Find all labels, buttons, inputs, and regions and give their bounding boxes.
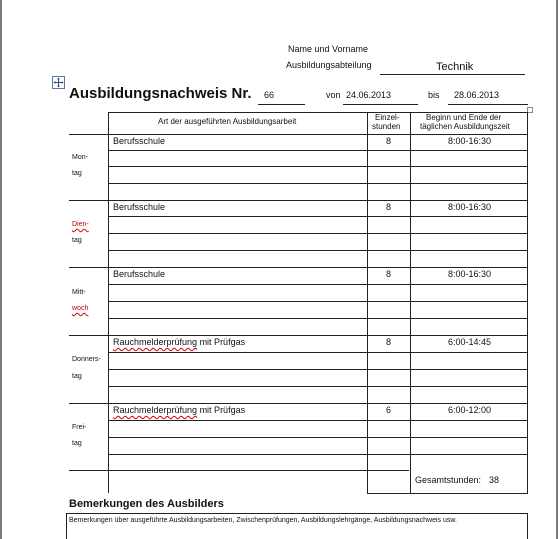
name-label: Name und Vorname — [288, 44, 369, 54]
activity-friday-rest: mit Prüfgas — [197, 405, 246, 415]
activity-wednesday: Berufsschule — [113, 269, 166, 279]
column-header-time-line2: täglichen Ausbildungszeit — [420, 122, 510, 131]
time-monday: 8:00-16:30 — [448, 136, 492, 146]
column-header-time-line1: Beginn und Ende der — [426, 113, 502, 122]
activity-tuesday: Berufsschule — [113, 202, 166, 212]
day-label-friday-2: tag — [72, 440, 82, 447]
time-wednesday: 8:00-16:30 — [448, 269, 492, 279]
day-label-tuesday-1: Dien- — [72, 221, 89, 228]
document-title: Ausbildungsnachweis Nr. — [69, 85, 252, 102]
activity-friday — [113, 406, 245, 415]
hours-thursday: 8 — [386, 337, 392, 347]
to-label: bis — [428, 90, 440, 100]
remarks-hint: Bemerkungen über ausgeführte Ausbildungsarbeiten, Zwischenprüfungen, Ausbildungslehrgänge, Ausbildungsnachweis usw. — [69, 517, 457, 524]
department-value: Technik — [436, 61, 474, 73]
remarks-heading: Bemerkungen des Ausbilders — [69, 498, 224, 510]
record-number: 66 — [264, 90, 275, 100]
day-label-monday-2: tag — [72, 170, 82, 177]
time-friday: 6:00-12:00 — [448, 405, 492, 415]
day-label-thursday-2: tag — [72, 373, 82, 380]
total-hours-value: 38 — [489, 475, 500, 485]
hours-wednesday: 8 — [386, 269, 392, 279]
department-label: Ausbildungsabteilung — [286, 60, 372, 70]
time-thursday: 6:00-14:45 — [448, 337, 492, 347]
activity-thursday-main: Rauchmelderprüfung — [113, 337, 198, 347]
day-label-monday-1: Mon- — [72, 154, 88, 161]
total-hours-label: Gesamtstunden: — [415, 475, 482, 485]
from-date-underline — [343, 104, 418, 105]
activity-thursday-rest: mit Prüfgas — [197, 337, 246, 347]
to-date-underline — [448, 104, 528, 105]
day-label-wednesday-2: woch — [72, 305, 89, 312]
hours-monday: 8 — [386, 136, 392, 146]
day-label-wednesday-1: Mitt- — [72, 289, 86, 296]
move-cross-icon[interactable] — [52, 76, 65, 89]
department-underline — [380, 74, 525, 75]
number-underline — [258, 104, 305, 105]
time-tuesday: 8:00-16:30 — [448, 202, 492, 212]
from-date: 24.06.2013 — [346, 90, 392, 100]
from-label: von — [326, 90, 341, 100]
activity-friday-main: Rauchmelderprüfung — [113, 405, 198, 415]
column-header-hours-line1: Einzel- — [375, 113, 400, 122]
hours-tuesday: 8 — [386, 202, 392, 212]
day-label-tuesday-2: tag — [72, 237, 82, 244]
column-header-hours-line2: stunden — [372, 122, 401, 131]
day-label-friday-1: Frei- — [72, 424, 87, 431]
hours-friday: 6 — [386, 405, 392, 415]
activity-thursday — [113, 338, 245, 347]
column-header-activity: Art der ausgeführten Ausbildungsarbeit — [158, 117, 297, 126]
to-date: 28.06.2013 — [454, 90, 500, 100]
activity-monday: Berufsschule — [113, 136, 166, 146]
day-label-thursday-1: Donners- — [72, 356, 101, 363]
